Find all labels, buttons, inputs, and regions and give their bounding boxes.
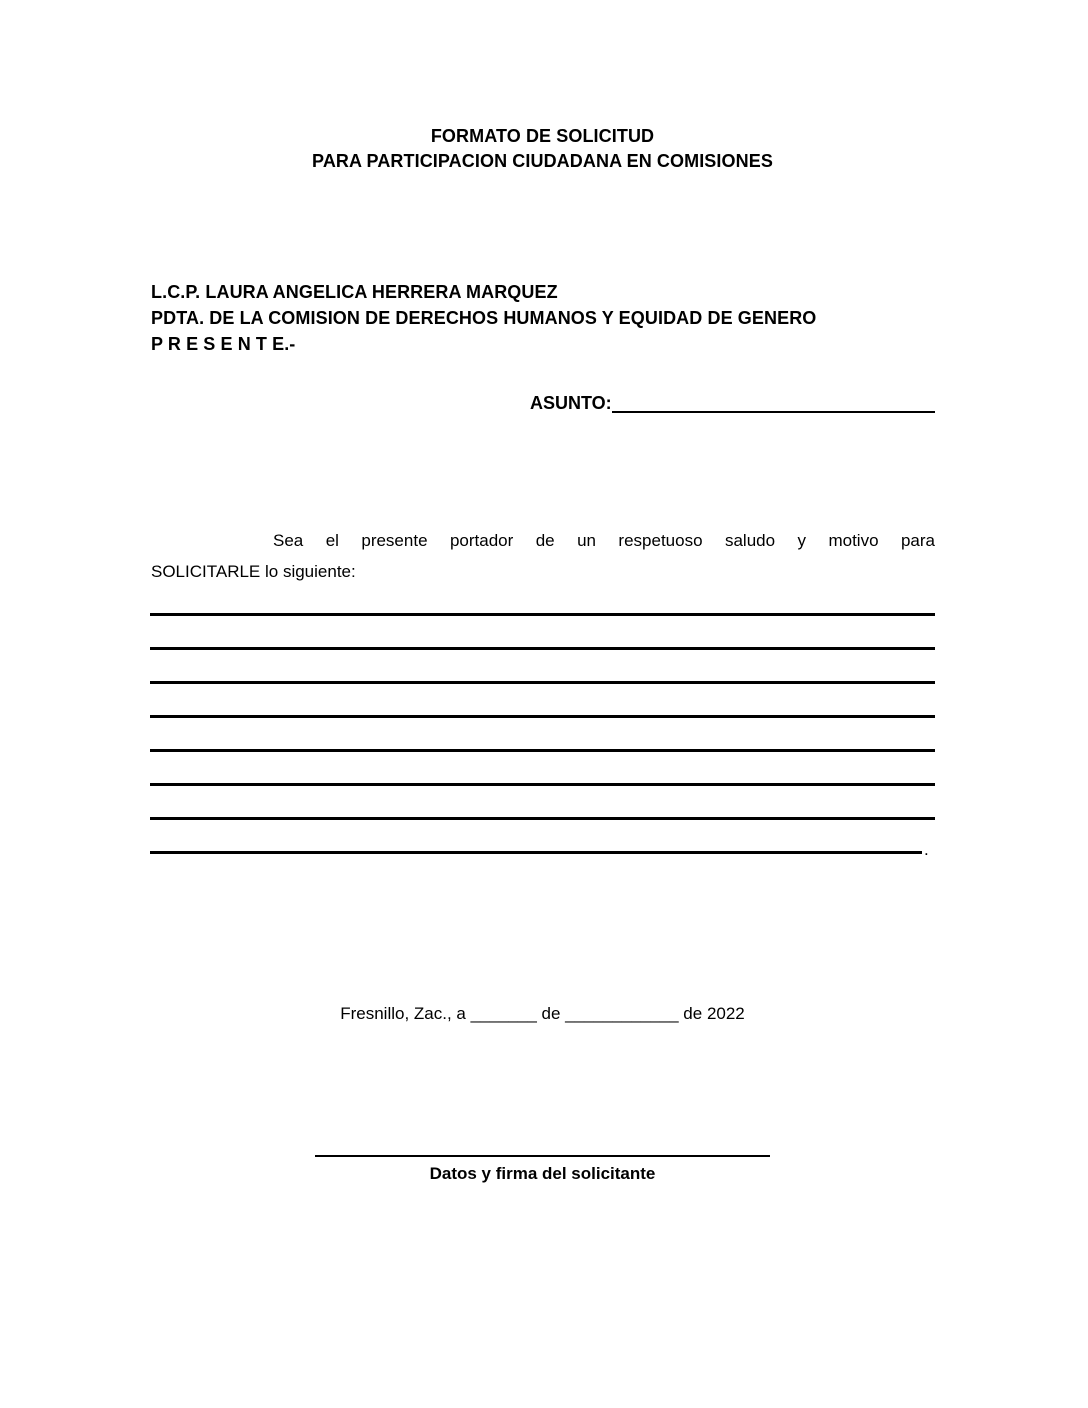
- answer-line-3: [150, 650, 935, 684]
- answer-line-6: [150, 752, 935, 786]
- recipient-block: [151, 279, 816, 357]
- date-line: Fresnillo, Zac., a _______ de ____________ de 2022: [340, 1004, 745, 1023]
- signature-block: [150, 1127, 935, 1185]
- title-line-1: FORMATO DE SOLICITUD: [430, 126, 655, 146]
- body-line-1: Sea el presente portador de un respetuoso saludo y motivo para: [273, 531, 935, 550]
- answer-rule: [150, 851, 922, 854]
- title-line-2: PARA PARTICIPACION CIUDADANA EN COMISIONES: [312, 151, 773, 171]
- recipient-title: PDTA. DE LA COMISION DE DERECHOS HUMANOS Y EQUIDAD DE GENERO: [151, 308, 817, 328]
- answer-rule: [150, 749, 935, 752]
- answer-line-2: [150, 616, 935, 650]
- subject-row: [530, 393, 935, 413]
- answer-line-5: [150, 718, 935, 752]
- answer-line-1: [150, 582, 935, 616]
- answer-lines: [150, 582, 935, 859]
- answer-rule: [150, 783, 935, 786]
- answer-line-8: [150, 820, 935, 859]
- answer-rule: [150, 715, 935, 718]
- answer-rule: [150, 613, 935, 616]
- recipient-salutation: P R E S E N T E.-: [151, 334, 296, 354]
- subject-label: ASUNTO:: [530, 393, 612, 413]
- answer-line-4: [150, 684, 935, 718]
- signature-blank-line: [315, 1127, 770, 1157]
- signature-caption: Datos y firma del solicitante: [429, 1164, 656, 1183]
- answer-rule: [150, 647, 935, 650]
- trailing-period: .: [924, 840, 929, 859]
- body-paragraph: [151, 525, 935, 587]
- answer-rule: [150, 681, 935, 684]
- document-title: [150, 124, 935, 174]
- recipient-name: L.C.P. LAURA ANGELICA HERRERA MARQUEZ: [151, 282, 558, 302]
- body-line-2: SOLICITARLE lo siguiente:: [151, 562, 356, 581]
- answer-rule: [150, 817, 935, 820]
- subject-blank-line: [612, 393, 935, 413]
- answer-line-7: [150, 786, 935, 820]
